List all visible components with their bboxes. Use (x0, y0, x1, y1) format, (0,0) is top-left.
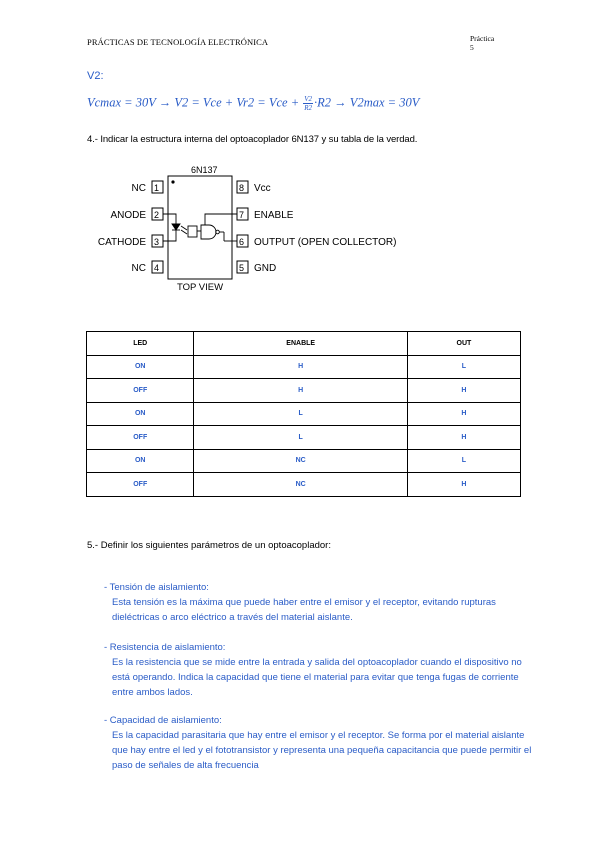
section-body: Esta tensión es la máxima que puede haber entre el emisor y el receptor, evitando rupturas dieléctricas o arco eléctrico a través del material aislante. (112, 597, 496, 623)
header-practice-number: 5 (470, 43, 474, 52)
cell-out: H (407, 379, 520, 403)
cell-out: H (407, 473, 520, 497)
table-row (87, 379, 521, 403)
formula-fraction (303, 95, 313, 112)
section-body: Es la resistencia que se mide entre la entrada y salida del optoacoplador cuando el dispositivo no está operando. Indica la capacidad que tiene el material para evitar que tenga fugas de corriente entre ambos lados. (112, 657, 522, 698)
fraction-numerator: V2 (304, 95, 313, 103)
cell-out: L (407, 449, 520, 473)
cell-led: ON (87, 355, 194, 379)
table-row (87, 355, 521, 379)
pin-label-left: CATHODE (97, 237, 146, 248)
pin-number: 4 (154, 263, 160, 273)
pin-label-left: ANODE (110, 210, 146, 221)
pin-number: 8 (239, 183, 245, 193)
pin-label-left: NC (131, 183, 146, 194)
pin-label-right: ENABLE (254, 210, 294, 221)
optocoupler-pinout-diagram (88, 160, 400, 294)
pin-label-left: NC (131, 263, 146, 274)
formula (87, 95, 419, 112)
col-header-enable: ENABLE (194, 332, 407, 356)
table-row (87, 473, 521, 497)
cell-enable: NC (194, 473, 407, 497)
v2-label: V2: (87, 70, 104, 82)
internal-circuit (163, 214, 237, 241)
formula-part2: ·R2 → V2max = 30V (314, 95, 420, 110)
header-practice (470, 34, 494, 52)
pin-number: 5 (239, 263, 245, 273)
pin-number: 1 (154, 183, 160, 193)
fraction-denominator: R2 (304, 104, 313, 112)
question-4: 4.- Indicar la estructura interna del optoacoplador 6N137 y su tabla de la verdad. (87, 134, 418, 145)
cell-out: H (407, 402, 520, 426)
section-body: Es la capacidad parasitaria que hay entre el emisor y el receptor. Se forma por el material aislante que hay entre el led y el fototransistor y representa una pequeña capacitancia que puede permitir el paso de señales de alta frecuencia (112, 730, 532, 771)
cell-led: ON (87, 402, 194, 426)
section-isolation-voltage (104, 580, 532, 625)
section-title: - Resistencia de aislamiento: (104, 642, 226, 653)
section-isolation-resistance (104, 640, 532, 700)
col-header-out: OUT (407, 332, 520, 356)
section-isolation-capacitance (104, 713, 532, 773)
header-title: PRÁCTICAS DE TECNOLOGÍA ELECTRÓNICA (87, 37, 269, 47)
truth-table (86, 331, 521, 497)
section-title: - Tensión de aislamiento: (104, 582, 209, 593)
pin-number: 3 (154, 237, 160, 247)
table-header-row (87, 332, 521, 356)
formula-part1: Vcmax = 30V → V2 = Vce + Vr2 = Vce + (87, 95, 303, 110)
table-row (87, 426, 521, 450)
table-row (87, 449, 521, 473)
col-header-led: LED (87, 332, 194, 356)
pin-label-right: Vcc (254, 183, 271, 194)
question-5: 5.- Definir los siguientes parámetros de un optoacoplador: (87, 540, 331, 551)
header-practice-label: Práctica (470, 34, 495, 43)
table-row (87, 402, 521, 426)
cell-led: ON (87, 449, 194, 473)
chip-name: 6N137 (191, 165, 218, 175)
cell-enable: NC (194, 449, 407, 473)
cell-out: H (407, 426, 520, 450)
cell-enable: H (194, 355, 407, 379)
pin-number: 2 (154, 210, 160, 220)
section-title: - Capacidad de aislamiento: (104, 715, 222, 726)
cell-led: OFF (87, 473, 194, 497)
pin1-dot (171, 180, 174, 183)
cell-enable: H (194, 379, 407, 403)
pin-label-right: OUTPUT (OPEN COLLECTOR) (254, 237, 397, 248)
cell-led: OFF (87, 426, 194, 450)
cell-enable: L (194, 402, 407, 426)
pin-label-right: GND (254, 263, 277, 274)
top-view-label: TOP VIEW (176, 282, 224, 293)
cell-enable: L (194, 426, 407, 450)
pin-number: 7 (239, 210, 245, 220)
pin-number: 6 (239, 237, 245, 247)
cell-out: L (407, 355, 520, 379)
cell-led: OFF (87, 379, 194, 403)
